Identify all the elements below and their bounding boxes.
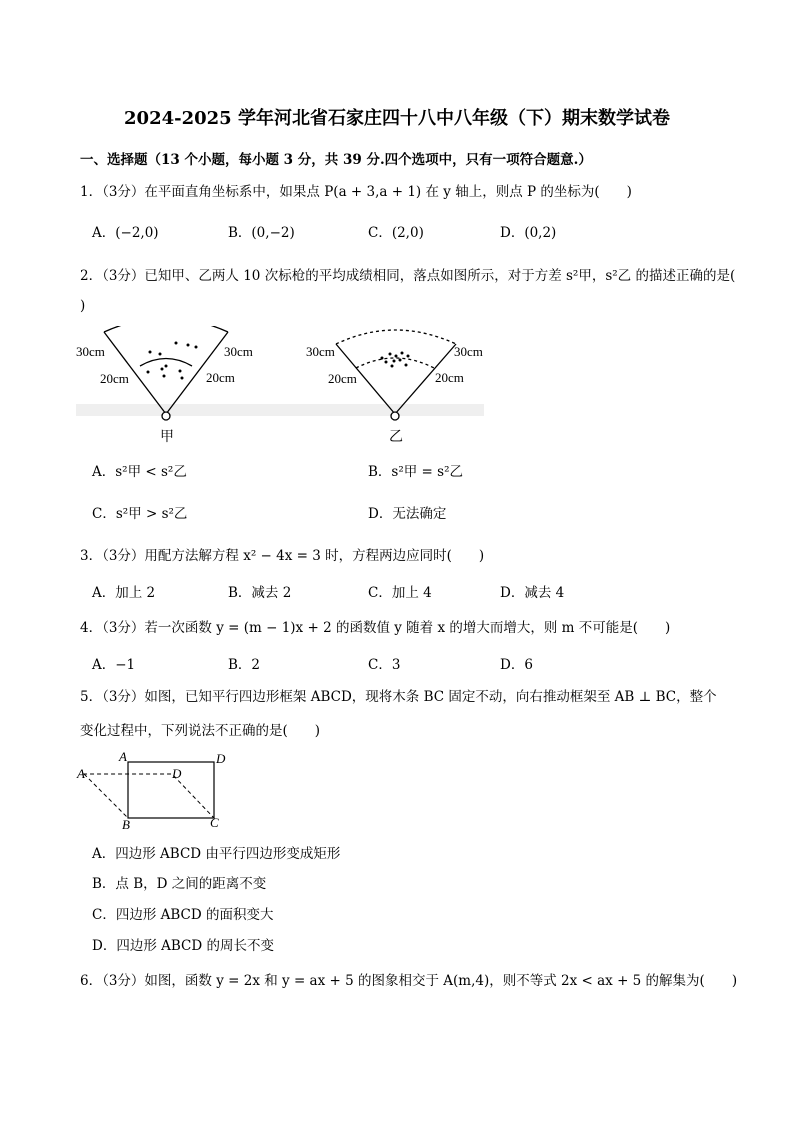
q3-option-c: C．加上 4 bbox=[368, 585, 432, 601]
landing-dots-yi bbox=[381, 352, 410, 368]
label-30cm-left-b: 30cm bbox=[306, 344, 335, 359]
label-D-mid: D bbox=[172, 766, 182, 781]
label-C: C bbox=[210, 815, 219, 830]
q5-option-b: B．点 B，D 之间的距离不变 bbox=[92, 876, 267, 892]
question-5-stem-cont: 变化过程中，下列说法不正确的是( ) bbox=[80, 723, 321, 739]
exam-title: 2024-2025 学年河北省石家庄四十八中八年级（下）期末数学试卷 bbox=[124, 108, 670, 129]
label-30cm-left-a: 30cm bbox=[76, 344, 105, 359]
q5-option-c: C．四边形 ABCD 的面积变大 bbox=[92, 907, 274, 923]
caption-yi: 乙 bbox=[389, 429, 403, 445]
q2-option-c: C．s²甲 > s²乙 bbox=[92, 506, 188, 522]
label-D-top: D bbox=[216, 751, 226, 766]
q1-option-b: B．(0,−2) bbox=[228, 225, 295, 241]
q5-option-a: A．四边形 ABCD 由平行四边形变成矩形 bbox=[92, 846, 341, 862]
q2-option-d: D．无法确定 bbox=[368, 506, 447, 522]
q4-option-b: B．2 bbox=[228, 657, 261, 673]
q3-option-d: D．减去 4 bbox=[500, 585, 565, 601]
caption-jia: 甲 bbox=[160, 429, 174, 445]
label-20cm-right-a: 20cm bbox=[206, 370, 235, 385]
q2-option-b: B．s²甲 = s²乙 bbox=[368, 464, 463, 480]
q1-option-a: A．(−2,0) bbox=[92, 225, 159, 241]
q4-option-a: A．−1 bbox=[92, 657, 136, 673]
question-6-stem: 6．（3分）如图，函数 y = 2x 和 y = ax + 5 的图象相交于 A(m,4)，则不等式 2x < ax + 5 的解集为( ) bbox=[80, 973, 738, 989]
q5-option-d: D．四边形 ABCD 的周长不变 bbox=[92, 938, 274, 954]
label-A-left: A bbox=[77, 766, 85, 781]
question-1-stem: 1．（3分）在平面直角坐标系中，如果点 P(a + 3,a + 1) 在 y 轴上，则点 P 的坐标为( ) bbox=[80, 184, 632, 200]
label-30cm-right-b: 30cm bbox=[454, 344, 483, 359]
q4-option-c: C．3 bbox=[368, 657, 401, 673]
q2-option-a: A．s²甲 < s²乙 bbox=[92, 464, 187, 480]
javelin-figure bbox=[72, 326, 492, 441]
question-2-stem-cont: ) bbox=[80, 298, 86, 314]
label-B: B bbox=[122, 817, 130, 832]
question-4-stem: 4．（3分）若一次函数 y = (m − 1)x + 2 的函数值 y 随着 x 的增大而增大，则 m 不可能是( ) bbox=[80, 620, 671, 636]
label-20cm-left-a: 20cm bbox=[100, 371, 129, 386]
label-30cm-right-a: 30cm bbox=[224, 344, 253, 359]
label-20cm-right-b: 20cm bbox=[435, 370, 464, 385]
q4-option-d: D．6 bbox=[500, 657, 533, 673]
q1-option-d: D．(0,2) bbox=[500, 225, 557, 241]
q1-option-c: C．(2,0) bbox=[368, 225, 424, 241]
label-A-top: A bbox=[119, 749, 127, 764]
question-2-stem: 2．（3分）已知甲、乙两人 10 次标枪的平均成绩相同，落点如图所示，对于方差 s²甲，s²乙 的描述正确的是( bbox=[80, 268, 736, 284]
section-heading: 一、选择题（13 个小题，每小题 3 分，共 39 分.四个选项中，只有一项符合题意.） bbox=[80, 152, 592, 168]
label-20cm-left-b: 20cm bbox=[328, 371, 357, 386]
question-5-stem: 5．（3分）如图，已知平行四边形框架 ABCD，现将木条 BC 固定不动，向右推动框架至 AB ⊥ BC，整个 bbox=[80, 689, 717, 705]
q3-option-a: A．加上 2 bbox=[92, 585, 156, 601]
question-3-stem: 3．（3分）用配方法解方程 x² − 4x = 3 时，方程两边应同时( ) bbox=[80, 548, 485, 564]
q3-option-b: B．减去 2 bbox=[228, 585, 292, 601]
